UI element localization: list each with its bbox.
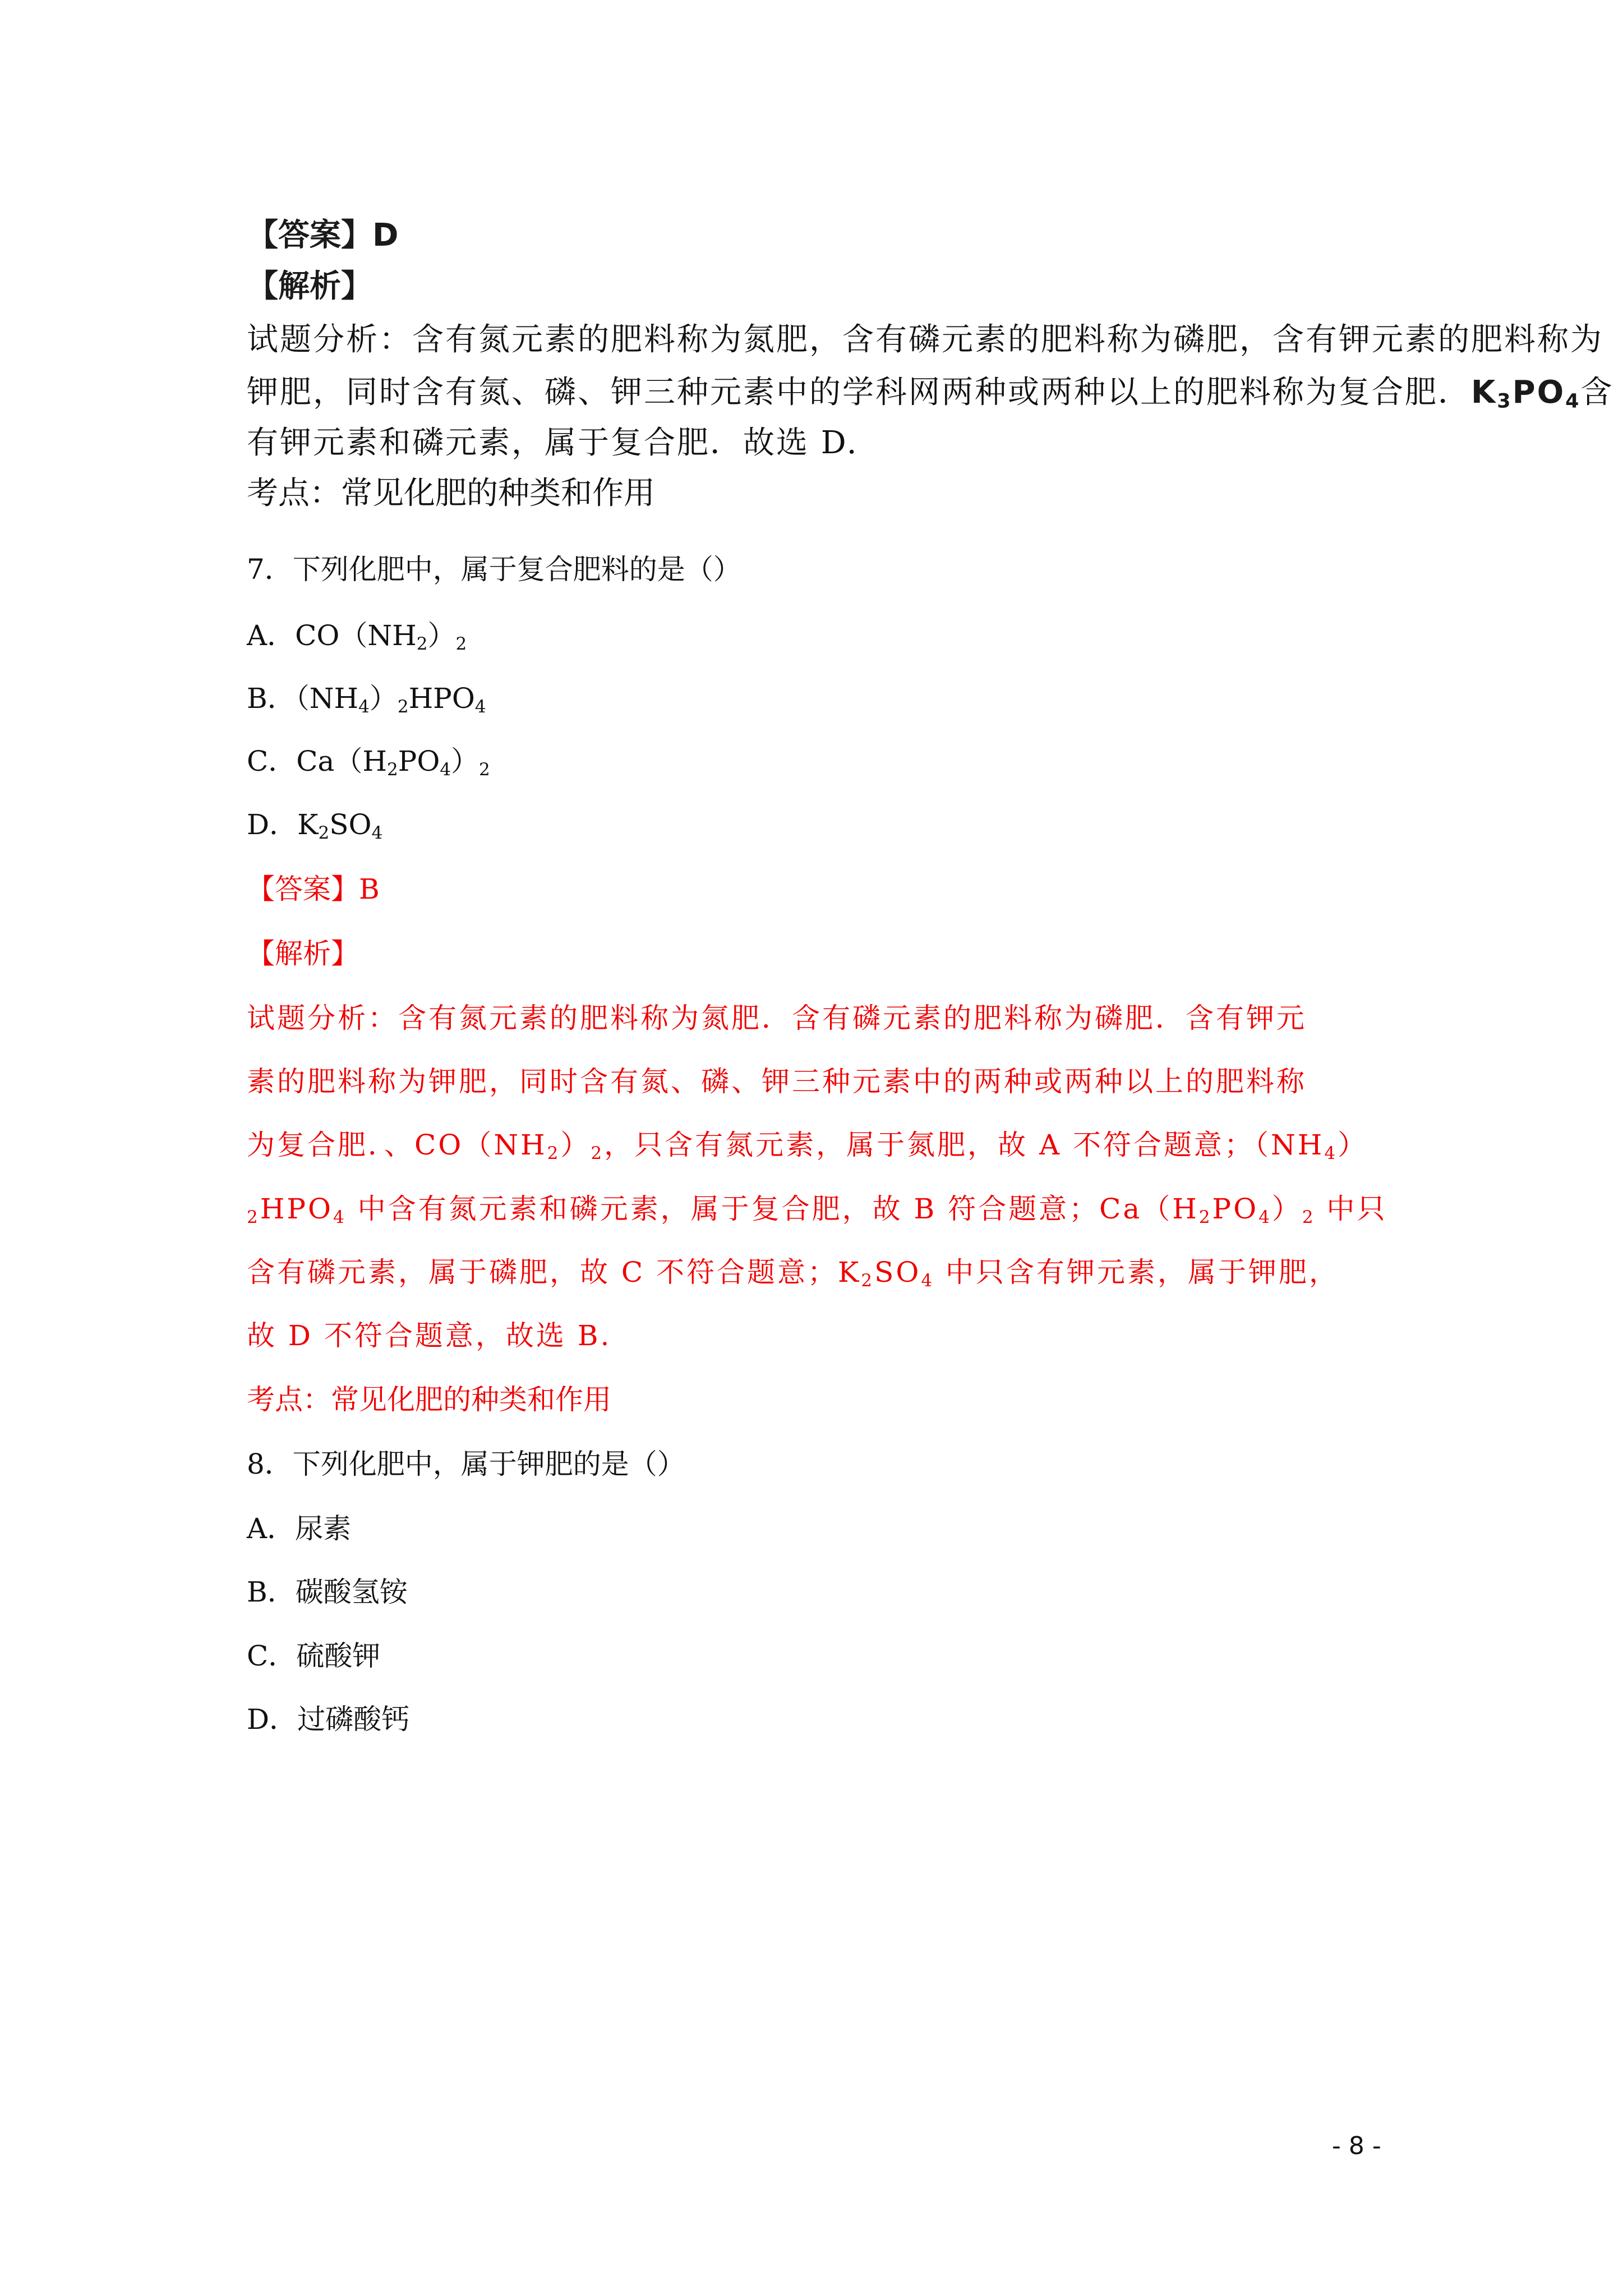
opt-text: PO [398,745,440,777]
opt-text: HPO [408,682,475,715]
q7-analysis-line: 素的肥料称为钾肥，同时含有氮、磷、钾三种元素中的两种或两种以上的肥料称 [247,1065,1307,1098]
question-8-stem: 8．下列化肥中，属于钾肥的是（） [247,1448,685,1480]
q7-option-b: B．$(NH_4)_2HPO_4$ [247,682,486,717]
q7-option-d: D．$K_2SO_4$ [247,808,383,843]
opt-text: C．Ca（H [247,745,387,777]
q7-analysis-line: 为复合肥．、$CO(NH_2)_2$，只含有氮元素，属于氮肥，故 A 不符合题意；$(NH_4)$ [247,1129,1368,1163]
q7-option-a: A．$CO(NH_2)_2$ [247,619,467,654]
q7-analysis-line: 故 D 不符合题意，故选 B. [247,1319,612,1352]
analysis-text: 钾肥，同时含有氮、磷、钾三种元素中的学科网两种或两种以上的肥料称为复合肥． [247,374,1471,411]
q7-analysis-label: 【解析】 [247,937,359,970]
q7-analysis-line: 试题分析：含有氮元素的肥料称为氮肥．含有磷元素的肥料称为磷肥．含有钾元 [247,1002,1307,1034]
answer-value: D [372,217,399,254]
q7-kaodian: 考点：常见化肥的种类和作用 [247,1383,611,1416]
answer-line-prev [247,217,399,254]
q8-option-a: A．尿素 [247,1512,352,1545]
q8-option-d: D．过磷酸钙 [247,1703,410,1736]
opt-text: ） [451,745,479,777]
opt-text: D．K [247,808,319,841]
q8-option-b: B．碳酸氢铵 [247,1576,408,1608]
opt-text: SO [329,808,372,841]
q7-analysis-line: $_2HPO_4$ 中含有氮元素和磷元素，属于复合肥，故 B 符合题意；$Ca(H_2PO_4)_2$ 中只 [247,1193,1387,1227]
opt-text: B．（NH [247,682,359,715]
analysis-label-prev: 【解析】 [247,268,372,305]
page-number: - 8 - [1332,2132,1381,2160]
q7-option-c: C．$Ca(H_2PO_4)_2$ [247,745,490,780]
opt-text: A．CO（NH [247,619,417,652]
opt-text: ） [427,619,456,652]
analysis-line [247,374,1614,413]
opt-text: ） [369,682,398,715]
formula-k3po4: $K_3PO_4$ [1471,374,1581,413]
q7-analysis-line: 含有磷元素，属于磷肥，故 C 不符合题意；$K_2SO_4$ 中只含有钾元素，属于钾肥， [247,1256,1340,1291]
q7-answer: 【答案】B [247,873,380,905]
question-7-stem: 7．下列化肥中，属于复合肥料的是（） [247,553,741,586]
q8-option-c: C．硫酸钾 [247,1640,381,1672]
analysis-line: 有钾元素和磷元素，属于复合肥．故选 D. [247,425,859,461]
kaodian-prev: 考点：常见化肥的种类和作用 [247,475,655,512]
analysis-text-tail: 含 [1580,374,1614,411]
answer-label: 【答案】 [247,217,372,254]
analysis-line: 试题分析：含有氮元素的肥料称为氮肥，含有磷元素的肥料称为磷肥，含有钾元素的肥料称为 [247,321,1603,358]
